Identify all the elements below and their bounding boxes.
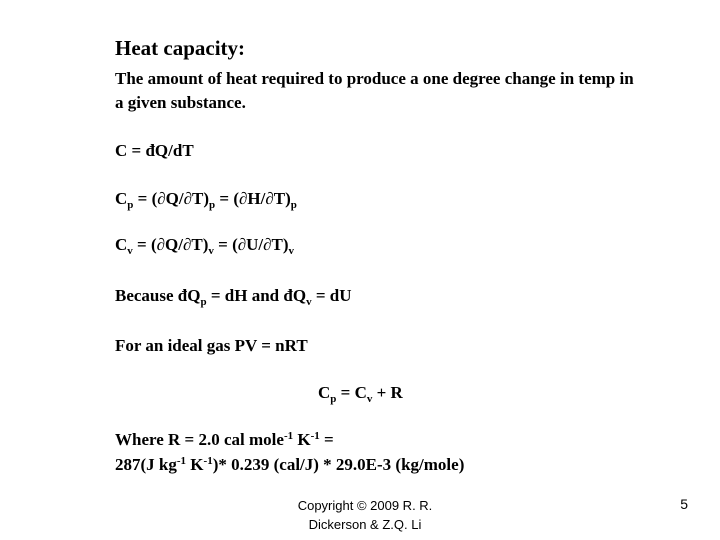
gas-constant-line-1 [115, 430, 334, 450]
equation-cp [115, 189, 297, 209]
eq-cp-part-a: C [115, 189, 128, 208]
mayer-part-c: + R [372, 383, 403, 402]
where2-sup-a: -1 [176, 455, 187, 467]
eq-cv-part-c: = (∂U/∂T) [213, 235, 289, 254]
mayer-sub-b: v [366, 393, 373, 405]
eq-cp-part-b: = (∂Q/∂T) [133, 189, 210, 208]
where1-part-a: Where R = 2.0 cal mole [115, 430, 284, 449]
page-number: 5 [680, 496, 688, 512]
definition-text: The amount of heat required to produce a one degree change in temp in a given substance. [115, 69, 634, 112]
where1-sup-a: -1 [283, 430, 294, 442]
because-part-b: = dH and đQ [206, 286, 307, 305]
mayer-part-b: = C [336, 383, 367, 402]
eq-cv-sub-c: v [288, 245, 295, 257]
where1-sup-b: -1 [310, 430, 320, 442]
where2-part-b: K [186, 455, 204, 474]
because-sub-b: v [306, 296, 312, 308]
copyright-line-1: Copyright © 2009 R. R. [297, 498, 433, 513]
where2-part-c: )* 0.239 (cal/J) * 29.0E-3 (kg/mole) [212, 455, 465, 474]
eq-cp-sub-c: p [290, 199, 297, 211]
where2-sup-b: -1 [203, 455, 213, 467]
because-sub-a: p [200, 296, 207, 308]
eq-cv-sub-a: v [127, 245, 133, 257]
eq-cv-sub-b: v [208, 245, 214, 257]
copyright-line-2: Dickerson & Z.Q. Li [308, 517, 422, 532]
where1-part-b: K [293, 430, 311, 449]
mayer-sub-a: p [330, 393, 337, 405]
eq-cp-sub-b: p [209, 199, 216, 211]
mayer-part-a: C [318, 383, 331, 402]
equation-cv [115, 235, 294, 255]
eq-cp-part-c: = (∂H/∂T) [215, 189, 291, 208]
where2-part-a: 287(J kg [115, 455, 177, 474]
gas-constant-line-2 [115, 455, 464, 475]
copyright-footer [240, 496, 490, 534]
equation-c: C = đQ/dT [115, 141, 194, 160]
mayer-relation [318, 383, 403, 403]
ideal-gas-statement: For an ideal gas PV = nRT [115, 336, 308, 355]
because-part-c: = dU [311, 286, 352, 305]
slide-title: Heat capacity: [115, 36, 246, 60]
because-part-a: Because đQ [115, 286, 201, 305]
eq-cp-sub-a: p [127, 199, 134, 211]
where1-part-c: = [319, 430, 334, 449]
because-statement [115, 286, 351, 306]
eq-cv-part-b: = (∂Q/∂T) [132, 235, 209, 254]
eq-cv-part-a: C [115, 235, 128, 254]
